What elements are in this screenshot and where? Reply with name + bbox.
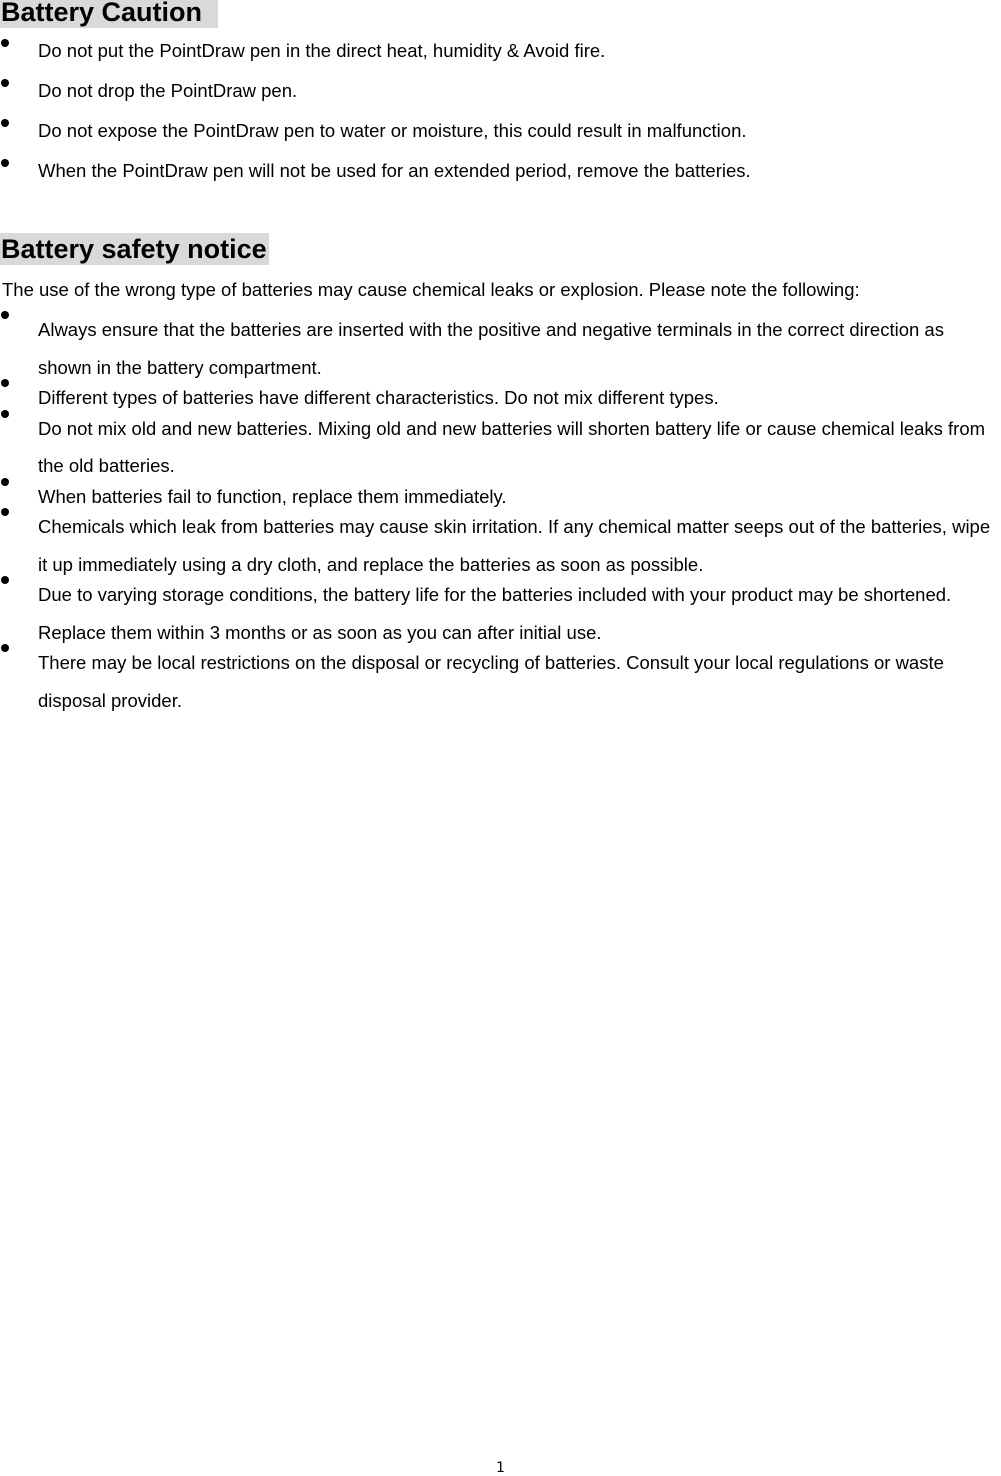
page-number: 1: [496, 1460, 505, 1476]
bullet-icon: [1, 576, 9, 584]
bullet-icon: [1, 311, 9, 319]
bullet-icon: [1, 644, 9, 652]
bullet-icon: [1, 79, 9, 87]
battery-safety-notice-heading: Battery safety notice: [1, 234, 267, 264]
bullet-icon: [1, 39, 9, 47]
list-item-text: Different types of batteries have different characteristics. Do not mix different types.: [38, 387, 719, 408]
bullet-icon: [1, 159, 9, 167]
list-item-text: Do not mix old and new batteries. Mixing old and new batteries will shorten battery life or cause chemical leaks from the old batteries.: [38, 417, 986, 476]
list-item-text: Chemicals which leak from batteries may cause skin irritation. If any chemical matter seeps out of the batteries, wipe it up immediately using a dry cloth, and replace the batteries as soon as possible.: [38, 516, 991, 575]
bullet-icon: [1, 410, 9, 418]
list-item-text: Due to varying storage conditions, the battery life for the batteries included with your product may be shortened. Replace them within 3 months or as soon as you can after initial use.: [38, 584, 952, 643]
battery-safety-intro: The use of the wrong type of batteries may cause chemical leaks or explosion. Please note the following:: [2, 279, 860, 300]
battery-caution-list: [0, 39, 1001, 199]
list-item-text: Do not put the PointDraw pen in the direct heat, humidity & Avoid fire.: [38, 40, 606, 61]
list-item: [0, 644, 1001, 719]
list-item: [0, 159, 1001, 183]
bullet-icon: [1, 119, 9, 127]
bullet-icon: [1, 478, 9, 486]
list-item-text: Do not drop the PointDraw pen.: [38, 80, 298, 101]
bullet-icon: [1, 508, 9, 516]
bullet-icon: [1, 379, 9, 387]
list-item: [0, 119, 1001, 143]
list-item-text: Do not expose the PointDraw pen to water or moisture, this could result in malfunction.: [38, 120, 747, 141]
battery-safety-list: [0, 318, 1001, 719]
list-item: [0, 311, 1001, 386]
list-item: [0, 576, 1001, 651]
list-item: [0, 410, 1001, 485]
battery-caution-heading: Battery Caution: [0, 0, 218, 28]
list-item-text: When the PointDraw pen will not be used for an extended period, remove the batteries.: [38, 160, 751, 181]
list-item-text: Always ensure that the batteries are inserted with the positive and negative terminals in the correct direction as shown in the battery compartment.: [38, 319, 944, 378]
list-item: [0, 508, 1001, 583]
list-item-text: When batteries fail to function, replace them immediately.: [38, 485, 507, 507]
list-item: [0, 39, 1001, 63]
list-item: [0, 79, 1001, 103]
list-item-text: There may be local restrictions on the disposal or recycling of batteries. Consult your local regulations or waste disposal provider.: [38, 652, 944, 711]
